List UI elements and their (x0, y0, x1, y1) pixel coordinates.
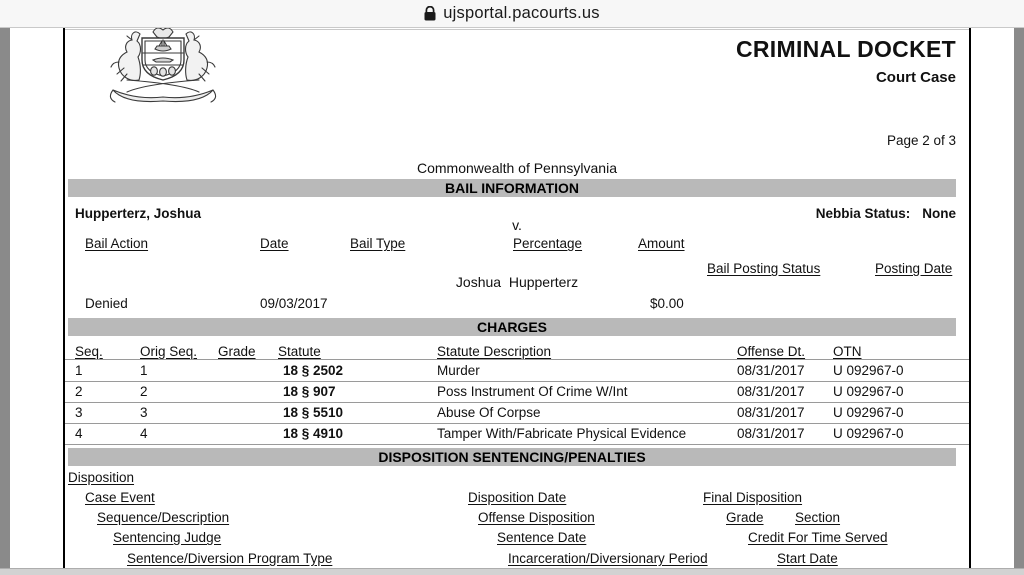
viewer-gutter-left (0, 28, 10, 568)
col-bail-posting-status: Bail Posting Status (707, 261, 821, 276)
charge-offense-dt: 08/31/2017 (737, 426, 805, 441)
charge-otn: U 092967-0 (833, 363, 904, 378)
col-orig-seq: Orig Seq. (140, 344, 198, 359)
charge-statute: 18 § 4910 (283, 426, 344, 441)
label-start-date: Start Date (777, 551, 838, 566)
col-statute-description: Statute Description (437, 344, 552, 359)
bail-date-value: 09/03/2017 (260, 296, 328, 311)
viewer-bottom-strip (0, 568, 1024, 575)
charge-seq: 2 (75, 384, 83, 399)
label-disposition-date: Disposition Date (468, 490, 567, 505)
charge-seq: 1 (75, 363, 83, 378)
charge-offense-dt: 08/31/2017 (737, 405, 805, 420)
viewer-gutter-right (1014, 28, 1024, 568)
bail-action-value: Denied (85, 296, 128, 311)
col-bail-date: Date (260, 236, 289, 251)
charge-row (65, 402, 969, 424)
label-sequence-description: Sequence/Description (97, 510, 230, 525)
charge-orig-seq: 1 (140, 363, 148, 378)
bail-amount-value: $0.00 (650, 296, 684, 311)
label-sentencing-judge: Sentencing Judge (113, 530, 222, 545)
charge-description: Poss Instrument Of Crime W/Int (437, 384, 628, 399)
label-case-event: Case Event (85, 490, 155, 505)
charge-row (65, 381, 969, 403)
page-border-right (969, 28, 971, 568)
col-bail-amount: Amount (638, 236, 685, 251)
col-bail-posting-date: Posting Date (875, 261, 953, 276)
charge-otn: U 092967-0 (833, 405, 904, 420)
label-section: Section (795, 510, 841, 525)
case-caption (65, 121, 969, 330)
col-bail-type: Bail Type (350, 236, 406, 251)
section-disposition: DISPOSITION SENTENCING/PENALTIES (68, 448, 956, 466)
section-charges: CHARGES (68, 318, 956, 336)
caption-vs: v. (512, 217, 522, 233)
charge-orig-seq: 2 (140, 384, 148, 399)
bail-defendant: Hupperterz, Joshua (75, 206, 202, 221)
doc-subtitle: Court Case (875, 69, 956, 86)
charge-otn: U 092967-0 (833, 384, 904, 399)
col-otn: OTN (833, 344, 862, 359)
doc-title: CRIMINAL DOCKET (735, 36, 956, 62)
charge-statute: 18 § 2502 (283, 363, 344, 378)
col-offense-dt: Offense Dt. (737, 344, 806, 359)
nebbia-value: None (922, 206, 956, 221)
charge-row (65, 423, 969, 445)
col-statute: Statute (278, 344, 321, 359)
charge-statute: 18 § 907 (283, 384, 336, 399)
nebbia-status (816, 206, 956, 221)
label-sentence-diversion-program-type: Sentence/Diversion Program Type (127, 551, 333, 566)
page-number: Page 2 of 3 (886, 133, 956, 148)
label-credit-for-time-served: Credit For Time Served (748, 530, 888, 545)
label-sentence-date: Sentence Date (497, 530, 587, 545)
charge-orig-seq: 3 (140, 405, 148, 420)
charge-seq: 3 (75, 405, 83, 420)
charge-description: Tamper With/Fabricate Physical Evidence (437, 426, 687, 441)
caption-defendant: Joshua Hupperterz (455, 274, 579, 290)
caption-commonwealth: Commonwealth of Pennsylvania (417, 160, 617, 176)
document-page (10, 28, 1014, 568)
section-bail-information: BAIL INFORMATION (68, 179, 956, 197)
charge-row (65, 360, 969, 382)
charges-header-row (65, 341, 969, 360)
charge-otn: U 092967-0 (833, 426, 904, 441)
charge-offense-dt: 08/31/2017 (737, 384, 805, 399)
browser-url-bar[interactable] (0, 0, 1024, 28)
label-incarceration-diversionary-period: Incarceration/Diversionary Period (508, 551, 708, 566)
nebbia-label: Nebbia Status: (815, 206, 911, 221)
label-grade: Grade (726, 510, 764, 525)
charge-seq: 4 (75, 426, 83, 441)
charge-offense-dt: 08/31/2017 (737, 363, 805, 378)
col-seq: Seq. (75, 344, 103, 359)
pa-coat-of-arms-image (75, 28, 251, 110)
label-disposition: Disposition (68, 470, 135, 485)
charge-description: Abuse Of Corpse (437, 405, 541, 420)
col-grade: Grade (218, 344, 256, 359)
url-text: ujsportal.pacourts.us (443, 4, 600, 22)
label-offense-disposition: Offense Disposition (478, 510, 595, 525)
label-final-disposition: Final Disposition (703, 490, 803, 505)
lock-icon (424, 6, 436, 21)
charge-orig-seq: 4 (140, 426, 148, 441)
col-bail-action: Bail Action (85, 236, 149, 251)
charge-statute: 18 § 5510 (283, 405, 344, 420)
col-bail-percentage: Percentage (513, 236, 583, 251)
charge-description: Murder (437, 363, 480, 378)
